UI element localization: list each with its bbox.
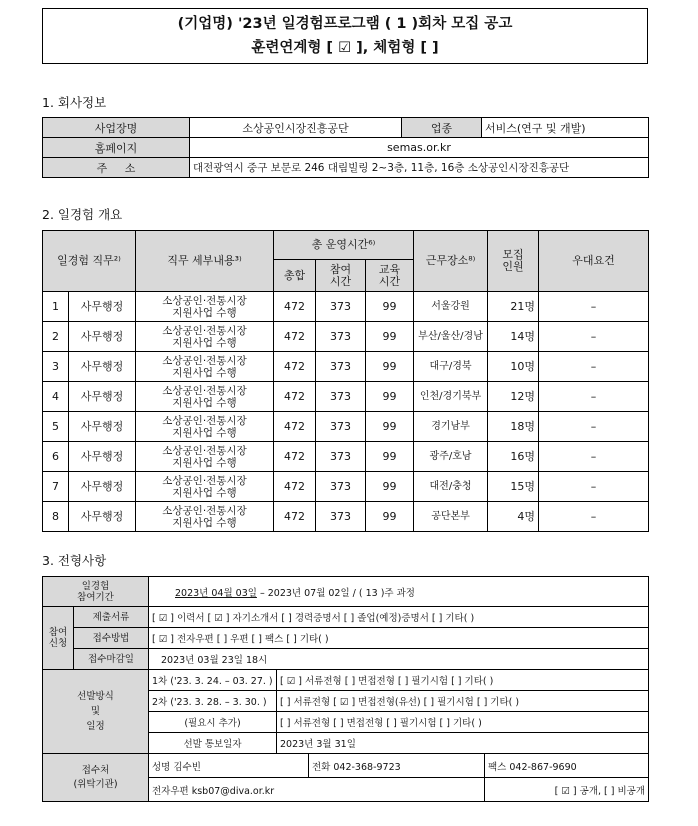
recruit-cell: 21명 <box>488 292 539 322</box>
notice-value: 2023년 3월 31일 <box>277 733 649 754</box>
job-cell: 사무행정 <box>69 472 136 502</box>
recruit-cell: 10명 <box>488 352 539 382</box>
job-cell: 사무행정 <box>69 442 136 472</box>
detail-line-2: 지원사업 수행 <box>172 396 237 409</box>
detail-cell <box>136 502 274 532</box>
recruit-cell: 12명 <box>488 382 539 412</box>
header-education: 교육 시간 <box>366 260 414 292</box>
homepage-label: 홈페이지 <box>43 138 190 158</box>
period-value <box>149 577 649 607</box>
table-row <box>43 502 649 532</box>
education-hours-cell: 99 <box>366 352 414 382</box>
method-label: 접수방법 <box>74 628 149 649</box>
education-hours-cell: 99 <box>366 472 414 502</box>
title-line-2: 훈련연계형 [ ☑ ], 체험형 [ ] <box>251 40 439 56</box>
benefit-cell: – <box>539 412 649 442</box>
header-detail: 직무 세부내용³⁾ <box>136 231 274 292</box>
detail-line-2: 지원사업 수행 <box>172 516 237 529</box>
detail-cell <box>136 352 274 382</box>
detail-line-1: 소상공인·전통시장 <box>162 444 247 457</box>
participate-hours-cell: 373 <box>316 472 366 502</box>
job-cell: 사무행정 <box>69 382 136 412</box>
detail-cell <box>136 292 274 322</box>
table-row <box>43 412 649 442</box>
detail-line-1: 소상공인·전통시장 <box>162 324 247 337</box>
total-hours-cell: 472 <box>274 442 316 472</box>
education-hours-cell: 99 <box>366 322 414 352</box>
row-number: 5 <box>43 412 69 442</box>
benefit-cell: – <box>539 352 649 382</box>
apply-label: 참여 신청 <box>43 607 74 670</box>
header-job: 일경험 직무²⁾ <box>43 231 136 292</box>
job-cell: 사무행정 <box>69 412 136 442</box>
detail-line-2: 지원사업 수행 <box>172 426 237 439</box>
detail-line-1: 소상공인·전통시장 <box>162 504 247 517</box>
company-label: 사업장명 <box>43 118 190 138</box>
extra-value: [ ] 서류전형 [ ] 면접전형 [ ] 필기시험 [ ] 기타( ) <box>277 712 649 733</box>
detail-line-1: 소상공인·전통시장 <box>162 294 247 307</box>
recruit-cell: 14명 <box>488 322 539 352</box>
location-cell: 경기남부 <box>414 412 488 442</box>
participate-hours-cell: 373 <box>316 382 366 412</box>
total-hours-cell: 472 <box>274 412 316 442</box>
job-cell: 사무행정 <box>69 502 136 532</box>
section-2-heading: 2. 일경험 개요 <box>42 207 123 222</box>
section-1-heading: 1. 회사정보 <box>42 95 107 110</box>
participate-hours-cell: 373 <box>316 502 366 532</box>
table-row <box>43 322 649 352</box>
header-participate: 참여 시간 <box>316 260 366 292</box>
education-hours-cell: 99 <box>366 412 414 442</box>
announcement-title <box>42 8 648 64</box>
detail-line-2: 지원사업 수행 <box>172 306 237 319</box>
row-number: 3 <box>43 352 69 382</box>
benefit-cell: – <box>539 442 649 472</box>
selection-label: 선발방식 및 일정 <box>43 670 149 754</box>
round1-label: 1차 ('23. 3. 24. – 03. 27. ) <box>149 670 277 691</box>
detail-cell <box>136 442 274 472</box>
row-number: 7 <box>43 472 69 502</box>
period-start: 2023년 04월 03일 <box>175 587 257 599</box>
location-cell: 공단본부 <box>414 502 488 532</box>
contact-email: 전자우편 ksb07@diva.or.kr <box>149 778 485 802</box>
industry-label: 업종 <box>402 118 482 138</box>
location-cell: 인천/경기북부 <box>414 382 488 412</box>
job-cell: 사무행정 <box>69 322 136 352</box>
company-info-table <box>42 117 649 178</box>
deadline-value: 2023년 03월 23일 18시 <box>149 649 649 670</box>
contact-label: 접수처 (위탁기관) <box>43 754 149 802</box>
participate-hours-cell: 373 <box>316 322 366 352</box>
detail-line-1: 소상공인·전통시장 <box>162 474 247 487</box>
address-label: 주 소 <box>43 158 190 178</box>
participate-hours-cell: 373 <box>316 352 366 382</box>
header-benefit: 우대요건 <box>539 231 649 292</box>
table-row <box>43 352 649 382</box>
contact-name: 성명 김수빈 <box>149 754 309 778</box>
deadline-label: 접수마감일 <box>74 649 149 670</box>
total-hours-cell: 472 <box>274 292 316 322</box>
detail-line-1: 소상공인·전통시장 <box>162 414 247 427</box>
benefit-cell: – <box>539 472 649 502</box>
detail-cell <box>136 322 274 352</box>
recruit-cell: 18명 <box>488 412 539 442</box>
detail-line-2: 지원사업 수행 <box>172 486 237 499</box>
location-cell: 광주/호남 <box>414 442 488 472</box>
docs-value: [ ☑ ] 이력서 [ ☑ ] 자기소개서 [ ] 경력증명서 [ ] 졸업(예정)증명서 [ ] 기타( ) <box>149 607 649 628</box>
homepage-value: semas.or.kr <box>190 138 649 158</box>
header-hours: 총 운영시간⁶⁾ <box>274 231 414 260</box>
total-hours-cell: 472 <box>274 352 316 382</box>
participate-hours-cell: 373 <box>316 412 366 442</box>
participate-hours-cell: 373 <box>316 442 366 472</box>
section-3-heading: 3. 전형사항 <box>42 553 107 568</box>
table-row <box>43 382 649 412</box>
round2-label: 2차 ('23. 3. 28. – 3. 30. ) <box>149 691 277 712</box>
notice-label: 선발 통보일자 <box>149 733 277 754</box>
header-recruit: 모집 인원 <box>488 231 539 292</box>
detail-line-2: 지원사업 수행 <box>172 366 237 379</box>
location-cell: 서울강원 <box>414 292 488 322</box>
location-cell: 대구/경북 <box>414 352 488 382</box>
header-total: 총합 <box>274 260 316 292</box>
contact-phone: 전화 042-368-9723 <box>309 754 485 778</box>
location-cell: 대전/충청 <box>414 472 488 502</box>
overview-table <box>42 230 649 532</box>
recruit-cell: 16명 <box>488 442 539 472</box>
detail-line-1: 소상공인·전통시장 <box>162 354 247 367</box>
job-cell: 사무행정 <box>69 352 136 382</box>
address-value: 대전광역시 중구 보문로 246 대림빌링 2~3층, 11층, 16층 소상공인시장진흥공단 <box>190 158 649 178</box>
period-label: 일경험 참여기간 <box>43 577 149 607</box>
row-number: 8 <box>43 502 69 532</box>
detail-line-1: 소상공인·전통시장 <box>162 384 247 397</box>
header-location: 근무장소⁸⁾ <box>414 231 488 292</box>
row-number: 1 <box>43 292 69 322</box>
benefit-cell: – <box>539 292 649 322</box>
participate-hours-cell: 373 <box>316 292 366 322</box>
row-number: 4 <box>43 382 69 412</box>
round2-value: [ ] 서류전형 [ ☑ ] 면접전형(유선) [ ] 필기시험 [ ] 기타( ) <box>277 691 649 712</box>
docs-label: 제출서류 <box>74 607 149 628</box>
total-hours-cell: 472 <box>274 472 316 502</box>
title-line-1: (기업명) '23년 일경험프로그램 ( 1 )회차 모집 공고 <box>177 16 513 32</box>
job-cell: 사무행정 <box>69 292 136 322</box>
education-hours-cell: 99 <box>366 442 414 472</box>
benefit-cell: – <box>539 322 649 352</box>
detail-cell <box>136 472 274 502</box>
disclosure-option: [ ☑ ] 공개, [ ] 비공개 <box>485 778 649 802</box>
location-cell: 부산/울산/경남 <box>414 322 488 352</box>
extra-label: (필요시 추가) <box>149 712 277 733</box>
company-value: 소상공인시장진흥공단 <box>190 118 402 138</box>
benefit-cell: – <box>539 502 649 532</box>
total-hours-cell: 472 <box>274 382 316 412</box>
detail-cell <box>136 382 274 412</box>
total-hours-cell: 472 <box>274 502 316 532</box>
education-hours-cell: 99 <box>366 292 414 322</box>
period-rest: – 2023년 07월 02일 / ( 13 )주 과정 <box>256 587 415 599</box>
detail-cell <box>136 412 274 442</box>
method-value: [ ☑ ] 전자우편 [ ] 우편 [ ] 팩스 [ ] 기타( ) <box>149 628 649 649</box>
recruit-cell: 4명 <box>488 502 539 532</box>
detail-line-2: 지원사업 수행 <box>172 336 237 349</box>
contact-fax: 팩스 042-867-9690 <box>485 754 649 778</box>
row-number: 6 <box>43 442 69 472</box>
industry-value: 서비스(연구 및 개발) <box>482 118 649 138</box>
recruit-cell: 15명 <box>488 472 539 502</box>
row-number: 2 <box>43 322 69 352</box>
benefit-cell: – <box>539 382 649 412</box>
table-row <box>43 292 649 322</box>
detail-line-2: 지원사업 수행 <box>172 456 237 469</box>
total-hours-cell: 472 <box>274 322 316 352</box>
table-row <box>43 442 649 472</box>
education-hours-cell: 99 <box>366 382 414 412</box>
education-hours-cell: 99 <box>366 502 414 532</box>
table-row <box>43 472 649 502</box>
selection-table <box>42 576 649 802</box>
round1-value: [ ☑ ] 서류전형 [ ] 면접전형 [ ] 필기시험 [ ] 기타( ) <box>277 670 649 691</box>
